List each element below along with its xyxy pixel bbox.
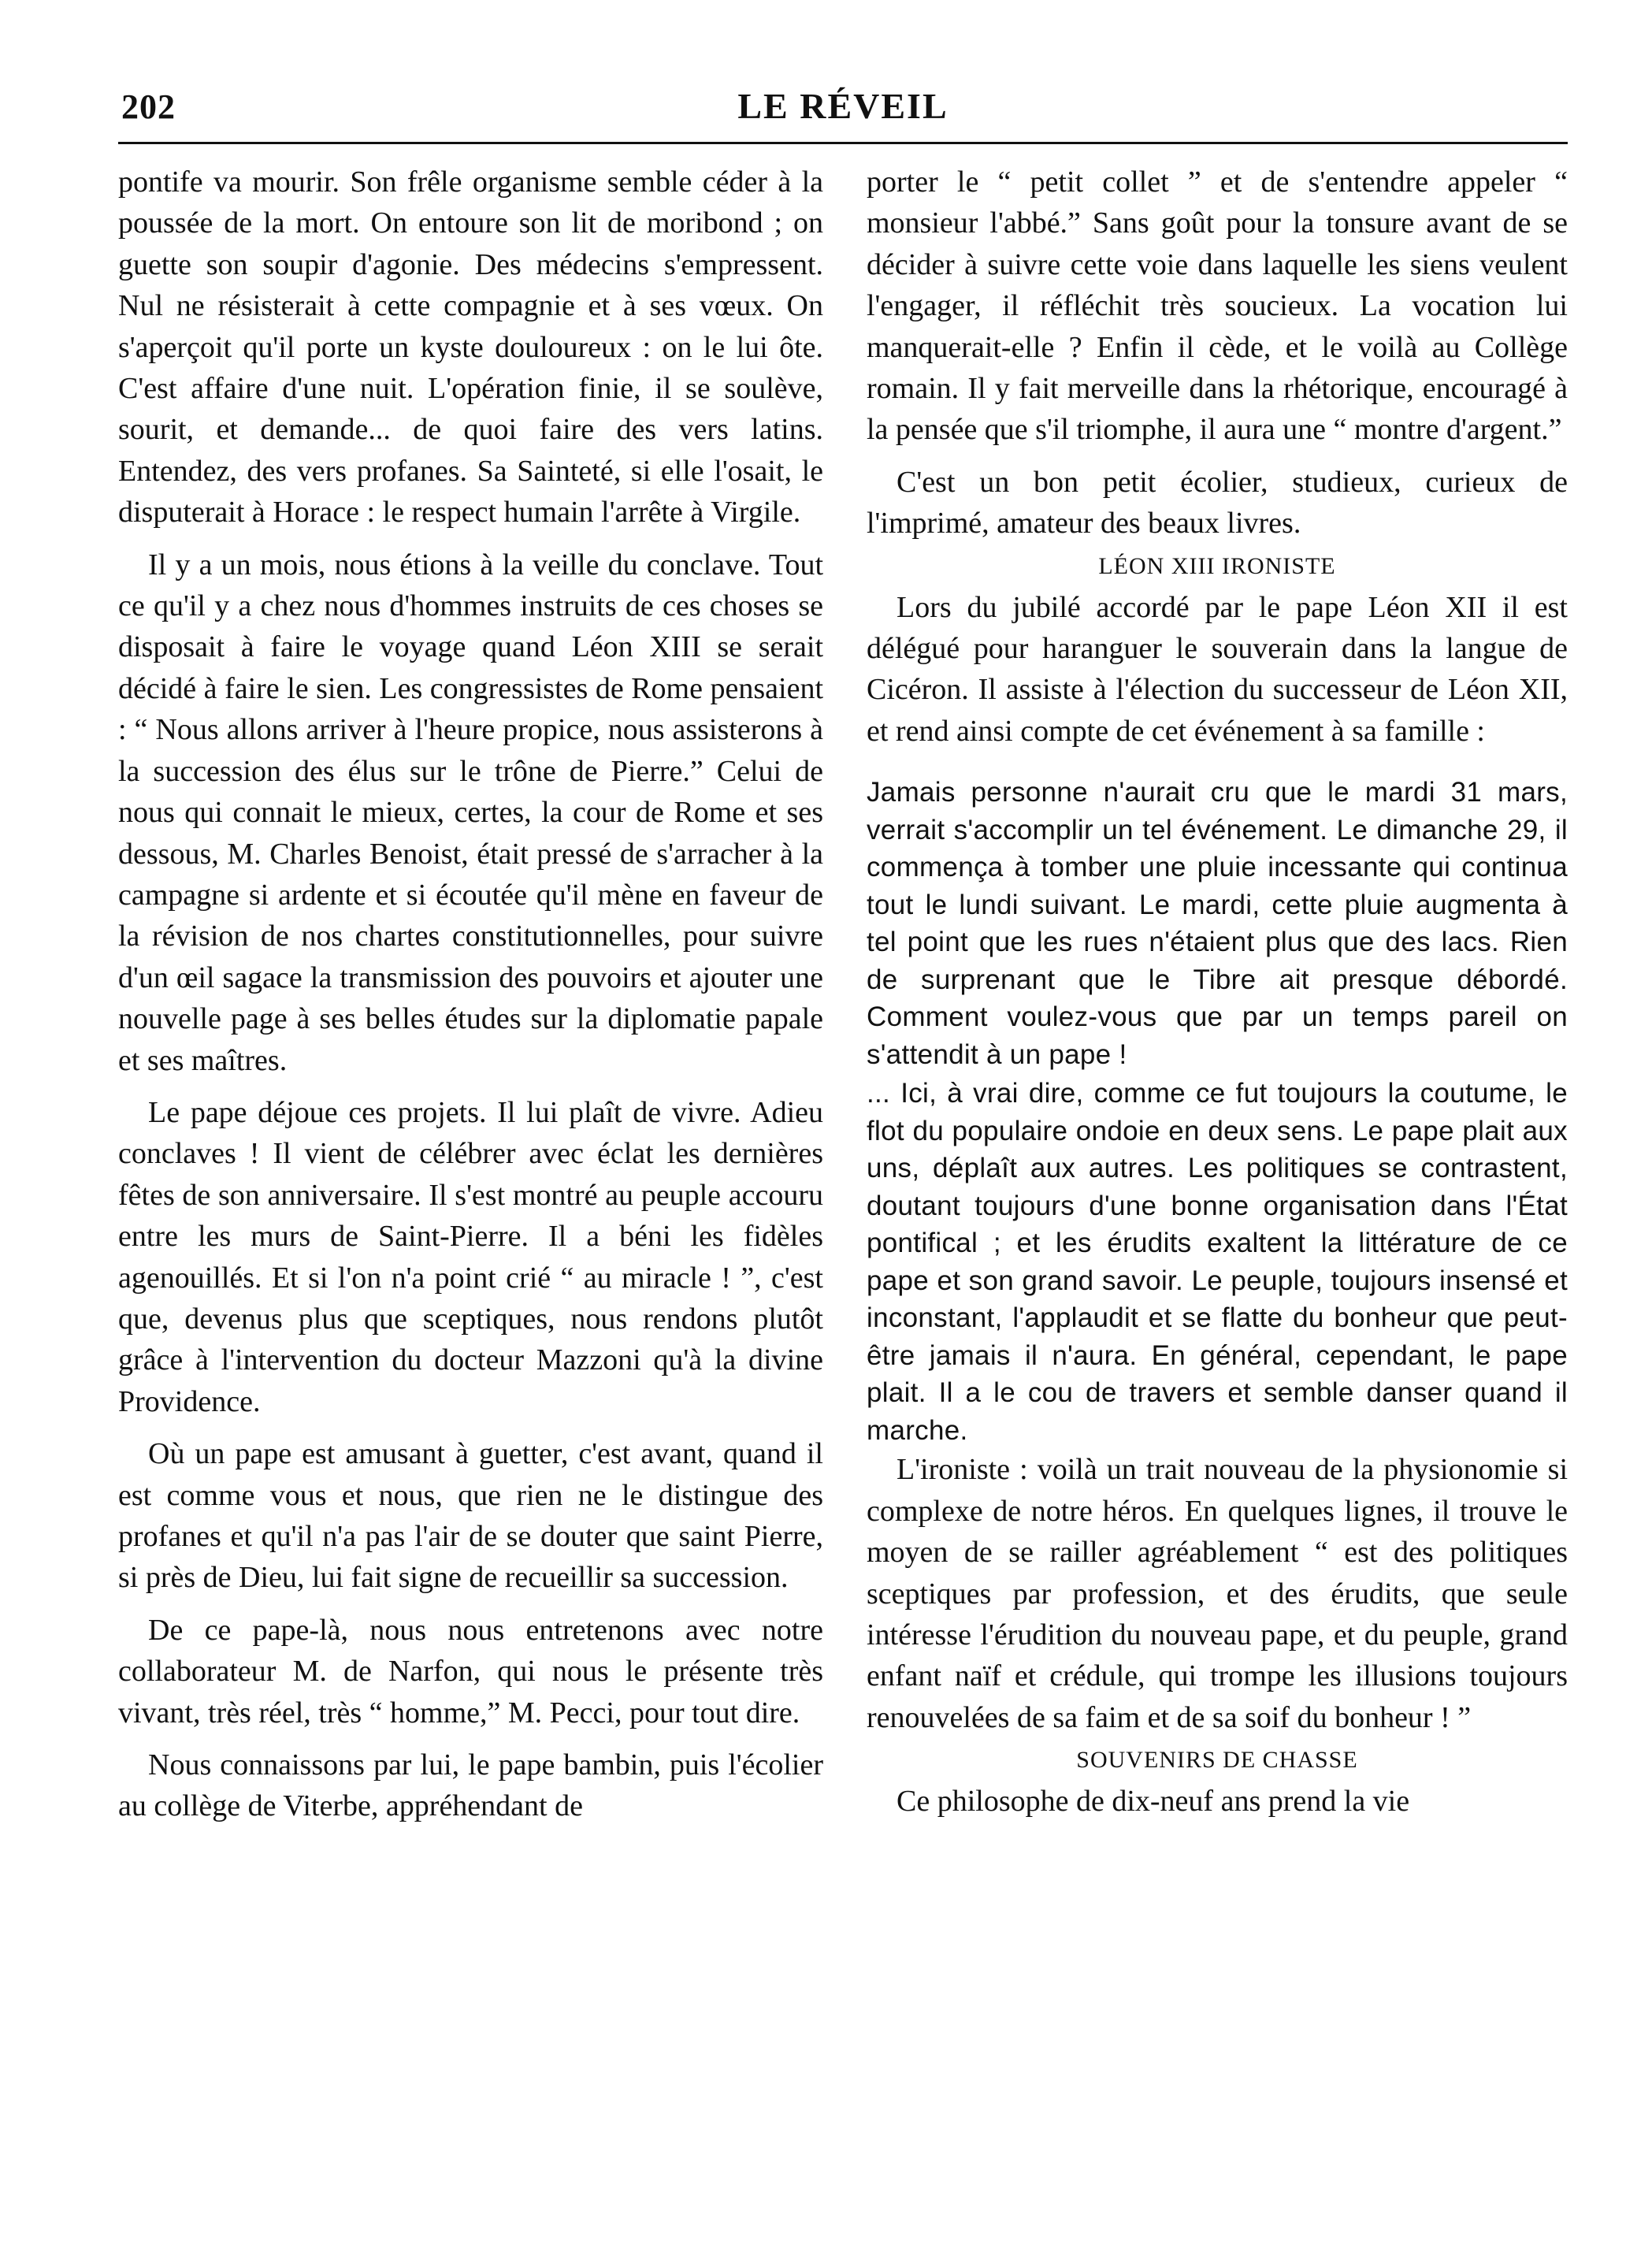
- section-title: SOUVENIRS DE CHASSE: [1076, 1747, 1358, 1774]
- quote-paragraph: ... Ici, à vrai dire, comme ce fut toujours la coutume, le flot du populaire ondoie en deux sens. Le pape plait aux uns, déplaît aux autres. Les politiques se contrastent, doutant toujours d'une bonne organisation dans l'État pontifical ; et les érudits exaltent la littérature de ce pape et son grand savoir. Le peuple, toujours insensé et inconstant, l'applaudit et se flatte du bonheur que peut-être jamais il n'aura. En général, cependant, le pape plait. Il a le cou de travers et semble danser quand il marche.: [867, 1078, 1568, 1446]
- page-header: [118, 77, 1568, 140]
- right-column: [867, 162, 1568, 1822]
- section-title: LÉON XIII IRONISTE: [1098, 552, 1336, 579]
- header-rule: [118, 142, 1568, 144]
- quote-paragraph: Jamais personne n'aurait cru que le mardi 31 mars, verrait s'accomplir un tel événement. Le dimanche 29, il commença à tomber une pluie incessante qui continua tout le lundi suivant. Le mardi, cette pluie augmenta à tel point que les rues n'étaient plus que des lacs. Rien de surprenant que le Tibre ait presque débordé. Comment voulez-vous que par un temps pareil on s'attendit à un pape !: [867, 777, 1568, 1070]
- paragraph: Lors du jubilé accordé par le pape Léon XII il est délégué pour haranguer le souverain dans la langue de Cicéron. Il assiste à l'élection du successeur de Léon XII, et rend ainsi compte de cet événement à sa famille :: [867, 590, 1568, 748]
- quoted-letter: [867, 774, 1568, 1449]
- paragraph: L'ironiste : voilà un trait nouveau de la physionomie si complexe de notre héros. En quelques lignes, il trouve le moyen de se railler agréablement “ est des politiques sceptiques par profession, et des érudits, que seule intéresse l'érudition du nouveau pape, et du peuple, grand enfant naïf et crédule, qui trompe les illusions toujours renouvelées de sa faim et de sa soif du bonheur ! ”: [867, 1453, 1568, 1734]
- page-number: 202: [121, 87, 176, 126]
- running-title: LE RÉVEIL: [737, 86, 949, 126]
- paragraph: De ce pape-là, nous nous entretenons avec notre collaborateur M. de Narfon, qui nous le présente très vivant, très réel, très “ homme,” M. Pecci, pour tout dire.: [118, 1613, 823, 1729]
- paragraph: C'est un bon petit écolier, studieux, curieux de l'imprimé, amateur des beaux livres.: [867, 465, 1568, 541]
- paragraph: porter le “ petit collet ” et de s'entendre appeler “ monsieur l'abbé.” Sans goût pour la tonsure avant de se décider à suivre cette voie dans laquelle les siens veulent l'engager, il réfléchit très soucieux. La vocation lui manquerait-elle ? Enfin il cède, et le voilà au Collège romain. Il y fait merveille dans la rhétorique, encouragé à la pensée que s'il triomphe, il aura une “ montre d'argent.”: [867, 165, 1568, 447]
- paragraph: Le pape déjoue ces projets. Il lui plaît de vivre. Adieu conclaves ! Il vient de célébrer avec éclat les dernières fêtes de son anniversaire. Il s'est montré au peuple accouru entre les murs de Saint-Pierre. Il a béni les fidèles agenouillés. Et si l'on n'a point crié “ au miracle ! ”, c'est que, devenus plus que sceptiques, nous rendons plutôt grâce à l'intervention du docteur Mazzoni qu'à la divine Providence.: [118, 1095, 823, 1418]
- paragraph: Il y a un mois, nous étions à la veille du conclave. Tout ce qu'il y a chez nous d'hommes instruits de ces choses se disposait à faire le voyage quand Léon XIII se serait décidé à faire le sien. Les congressistes de Rome pensaient : “ Nous allons arriver à l'heure propice, nous assisterons à la succession des élus sur le trône de Pierre.” Celui de nous qui connait le mieux, certes, la cour de Rome et ses dessous, M. Charles Benoist, était pressé de s'arracher à la campagne si ardente et si écoutée qu'il mène en faveur de la révision de nos chartes constitutionnelles, pour suivre d'un œil sagace la transmission des pouvoirs et ajouter une nouvelle page à ses belles études sur la diplomatie papale et ses maîtres.: [118, 548, 823, 1077]
- paragraph: Ce philosophe de dix-neuf ans prend la vie: [897, 1785, 1410, 1819]
- paragraph: pontife va mourir. Son frêle organisme semble céder à la poussée de la mort. On entoure son lit de moribond ; on guette son soupir d'agonie. Des médecins s'empressent. Nul ne résisterait à cette compagnie et à ses vœux. On s'aperçoit qu'il porte un kyste douloureux : on le lui ôte. C'est affaire d'une nuit. L'opération finie, il se soulève, sourit, et demande... de quoi faire des vers latins. Entendez, des vers profanes. Sa Sainteté, si elle l'osait, le disputerait à Horace : le respect humain l'arrête à Virgile.: [118, 165, 823, 529]
- paragraph: Nous connaissons par lui, le pape bambin, puis l'écolier au collège de Viterbe, appréhendant de: [118, 1748, 823, 1823]
- left-column: [118, 162, 823, 1827]
- paragraph: Où un pape est amusant à guetter, c'est avant, quand il est comme vous et nous, que rien ne le distingue des profanes et qu'il n'a pas l'air de se douter que saint Pierre, si près de Dieu, lui fait signe de recueillir sa succession.: [118, 1437, 823, 1595]
